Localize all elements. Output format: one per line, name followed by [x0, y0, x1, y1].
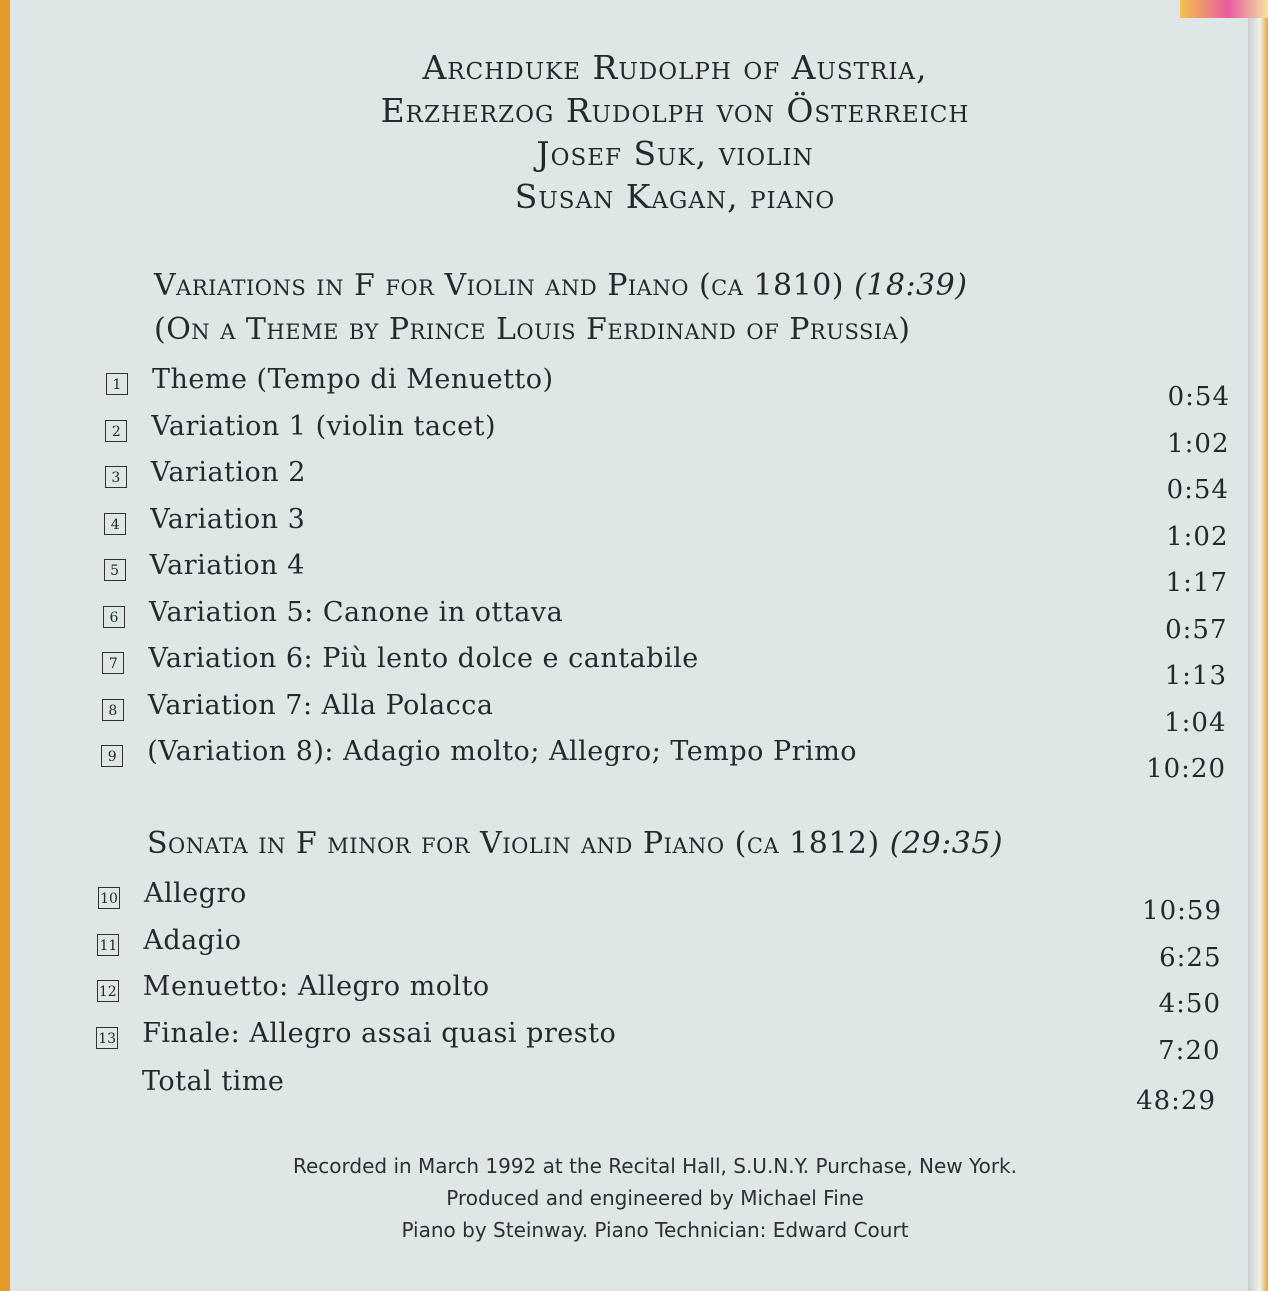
credits-piano: Piano by Steinway. Piano Technician: Edward Court — [401, 1218, 909, 1242]
track-title: Variation 7: Alla Polacca — [147, 689, 494, 721]
credits-recorded: Recorded in March 1992 at the Recital Hall, S.U.N.Y. Purchase, New York. — [293, 1154, 1017, 1178]
track-number: 2 — [105, 420, 127, 442]
track-duration: 4:50 — [1158, 989, 1221, 1019]
track-number: 9 — [101, 745, 123, 767]
track-row — [0, 457, 1240, 505]
track-title: Menuetto: Allegro molto — [142, 971, 490, 1002]
track-duration: 1:17 — [1165, 568, 1228, 598]
track-number: 11 — [97, 934, 119, 956]
track-duration: 0:54 — [1167, 382, 1230, 412]
track-number: 7 — [102, 652, 124, 674]
track-row — [0, 596, 1240, 645]
work1-duration: (18:39) — [854, 268, 968, 303]
track-number: 10 — [98, 887, 120, 909]
total-time-label: Total time — [142, 1066, 285, 1097]
work2-heading — [147, 826, 1003, 861]
track-duration: 1:02 — [1167, 428, 1230, 459]
track-duration: 10:59 — [1142, 896, 1222, 926]
track-number: 4 — [104, 513, 126, 535]
track-duration: 10:20 — [1146, 754, 1226, 784]
track-title: Variation 2 — [150, 457, 306, 488]
recording-credits — [0, 1150, 1268, 1246]
total-time-value: 48:29 — [1136, 1086, 1216, 1116]
credits-produced: Produced and engineered by Michael Fine — [446, 1186, 864, 1210]
performer-header — [0, 46, 1268, 218]
track-duration: 6:25 — [1159, 942, 1222, 973]
track-duration: 7:20 — [1158, 1035, 1221, 1066]
track-title: (Variation 8): Adagio molto; Allegro; Tempo Primo — [147, 736, 858, 767]
track-title: Variation 3 — [150, 503, 306, 535]
track-duration: 0:57 — [1165, 614, 1228, 645]
track-title: Variation 6: Più lento dolce e cantabile — [148, 643, 699, 674]
track-row — [0, 410, 1240, 459]
track-number: 1 — [106, 373, 128, 395]
track-title: Variation 4 — [149, 550, 305, 581]
track-title: Theme (Tempo di Menuetto) — [152, 364, 554, 395]
track-number: 3 — [105, 466, 127, 488]
track-row — [0, 643, 1240, 691]
track-row — [0, 503, 1240, 552]
track-duration: 0:54 — [1166, 475, 1229, 505]
work1-subtitle: (On a Theme by Prince Louis Ferdinand of Prussia) — [154, 312, 911, 347]
track-number: 6 — [103, 606, 125, 628]
track-number: 12 — [97, 980, 119, 1002]
work2-duration: (29:35) — [889, 826, 1004, 861]
work1-heading — [154, 268, 967, 303]
track-row — [0, 689, 1240, 738]
work2-title: Sonata in F minor for Violin and Piano (ca 1812) — [147, 826, 880, 861]
track-row — [0, 550, 1240, 598]
work1-title: Variations in F for Violin and Piano (ca 1810) — [154, 268, 845, 303]
track-row — [0, 736, 1240, 784]
track-title: Adagio — [143, 924, 242, 956]
header-composer: Archduke Rudolph of Austria, — [422, 48, 928, 87]
track-row — [0, 971, 1240, 1019]
track-title: Allegro — [144, 878, 247, 909]
track-duration: 1:04 — [1164, 707, 1227, 738]
header-composer-german: Erzherzog Rudolph von Österreich — [380, 91, 970, 130]
track-row — [0, 878, 1240, 926]
cover-corner — [1180, 0, 1268, 18]
track-row — [0, 1017, 1240, 1066]
track-title: Variation 5: Canone in ottava — [149, 596, 564, 628]
track-number: 8 — [102, 699, 124, 721]
track-number: 13 — [96, 1027, 118, 1049]
header-violinist: Josef Suk, violin — [536, 134, 814, 173]
track-duration: 1:13 — [1164, 661, 1227, 691]
track-title: Variation 1 (violin tacet) — [151, 410, 496, 442]
track-row — [0, 924, 1240, 973]
track-number: 5 — [104, 559, 126, 581]
track-row — [0, 364, 1240, 412]
header-pianist: Susan Kagan, piano — [514, 177, 836, 216]
track-duration: 1:02 — [1166, 521, 1229, 552]
track-title: Finale: Allegro assai quasi presto — [142, 1017, 617, 1049]
